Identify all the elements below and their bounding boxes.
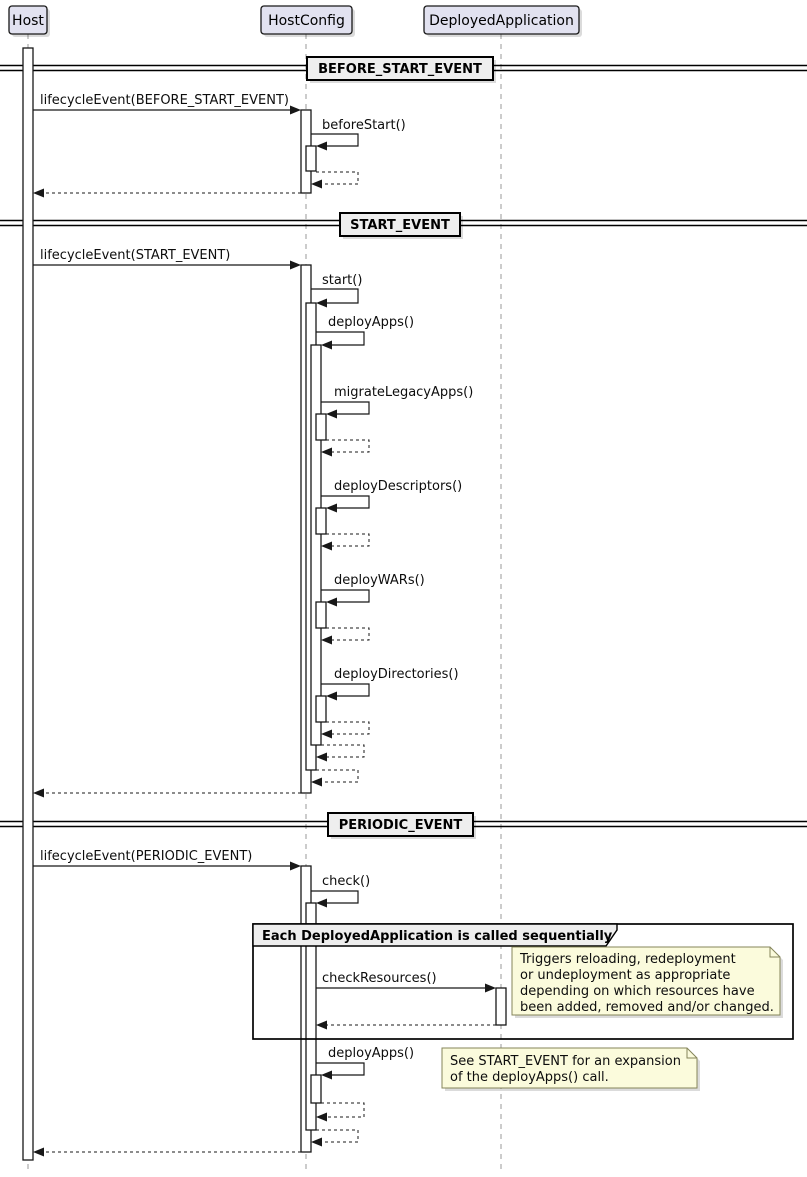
message-deploy-descriptors — [321, 479, 462, 513]
participant-label: HostConfig — [268, 13, 345, 29]
activation-bar — [316, 508, 326, 534]
divider-rules — [0, 66, 807, 827]
self-message-line — [316, 332, 364, 345]
note-line: been added, removed and/or changed. — [520, 1000, 774, 1015]
activation-bar — [316, 602, 326, 628]
message-arrowhead — [311, 1138, 322, 1147]
self-message-line — [321, 590, 369, 602]
return-start — [311, 770, 358, 787]
return-check-resources — [316, 1021, 496, 1030]
message-arrowhead — [290, 106, 301, 115]
message-arrowhead — [326, 504, 337, 513]
message-lifecycle-start — [33, 248, 301, 270]
self-message-line — [321, 684, 369, 696]
return-before-start — [311, 172, 358, 189]
activation-bar-host — [23, 48, 33, 1160]
message-arrowhead — [326, 598, 337, 607]
message-arrowhead — [321, 636, 332, 645]
message-arrowhead — [316, 1021, 327, 1030]
return-line — [326, 722, 369, 734]
return-deploy-apps-periodic — [316, 1103, 364, 1122]
divider-label: START_EVENT — [350, 218, 450, 233]
message-label: deployApps() — [328, 1046, 415, 1061]
message-check — [311, 874, 370, 908]
participant-label: DeployedApplication — [429, 13, 574, 29]
message-arrowhead — [326, 410, 337, 419]
note-line: Triggers reloading, redeployment — [520, 952, 736, 967]
divider-before-start-event — [307, 57, 496, 83]
return-deploy-directories — [321, 722, 369, 739]
message-lifecycle-periodic — [33, 849, 301, 871]
message-arrowhead — [33, 189, 44, 198]
message-label: checkResources() — [322, 971, 437, 986]
activation-bar — [316, 414, 326, 440]
activation-bar — [311, 1075, 321, 1103]
self-message-line — [316, 1063, 364, 1075]
divider-label: PERIODIC_EVENT — [338, 818, 463, 833]
self-message-line — [321, 496, 369, 508]
return-line — [326, 440, 369, 452]
message-arrowhead — [316, 142, 327, 151]
note-line: of the deployApps() call. — [450, 1070, 609, 1085]
message-lifecycle-before-start — [33, 93, 301, 115]
return-deploy-wars — [321, 628, 369, 645]
message-arrowhead — [311, 180, 322, 189]
self-message-line — [321, 402, 369, 414]
lifelines — [28, 34, 501, 1171]
message-label: start() — [322, 273, 363, 288]
participant-label: Host — [12, 13, 44, 29]
return-check — [311, 1130, 358, 1147]
message-deploy-wars — [321, 573, 425, 607]
activation-bar — [316, 696, 326, 722]
divider-start-event — [340, 213, 463, 239]
message-deploy-directories — [321, 667, 459, 701]
self-message-line — [311, 289, 358, 303]
message-label: deployDescriptors() — [334, 479, 463, 494]
return-lifecycle-periodic — [33, 1148, 301, 1157]
divider-periodic-event — [328, 813, 476, 839]
note-line: depending on which resources have — [520, 984, 755, 999]
return-lifecycle-before-start — [33, 189, 301, 198]
message-arrowhead — [321, 730, 332, 739]
note-see-start-event — [442, 1048, 700, 1091]
activation-bar — [311, 345, 321, 745]
message-arrowhead — [321, 1071, 332, 1080]
return-deploy-descriptors — [321, 534, 369, 551]
message-deploy-apps-periodic — [316, 1046, 414, 1080]
divider-label: BEFORE_START_EVENT — [318, 62, 482, 77]
return-line — [326, 534, 369, 546]
return-migrate-legacy-apps — [321, 440, 369, 457]
activation-bar — [306, 146, 316, 171]
self-message-line — [311, 134, 358, 146]
message-arrowhead — [321, 448, 332, 457]
message-arrowhead — [33, 1148, 44, 1157]
message-arrowhead — [316, 753, 327, 762]
message-start — [311, 273, 362, 308]
message-arrowhead — [311, 778, 322, 787]
message-arrowhead — [321, 542, 332, 551]
message-check-resources — [316, 971, 496, 993]
return-line — [326, 628, 369, 640]
return-line — [316, 172, 358, 184]
message-label: deployWARs() — [334, 573, 425, 588]
message-arrowhead — [290, 261, 301, 270]
message-arrowhead — [485, 984, 496, 993]
message-label: beforeStart() — [322, 118, 406, 133]
note-trigger — [512, 947, 783, 1018]
return-line — [316, 1130, 358, 1142]
return-line — [316, 770, 358, 782]
message-arrowhead — [316, 299, 327, 308]
message-before-start — [311, 118, 406, 151]
return-deploy-apps — [316, 745, 364, 762]
message-label: lifecycleEvent(PERIODIC_EVENT) — [40, 849, 253, 864]
participant-hostconfig — [261, 6, 355, 37]
message-label: lifecycleEvent(START_EVENT) — [40, 248, 231, 263]
participant-host — [9, 6, 50, 37]
message-label: check() — [322, 874, 371, 889]
message-label: lifecycleEvent(BEFORE_START_EVENT) — [40, 93, 289, 108]
return-line — [321, 1103, 364, 1117]
message-arrowhead — [290, 862, 301, 871]
message-label: deployDirectories() — [334, 667, 459, 682]
participant-deployedapplication — [424, 6, 582, 37]
message-label: migrateLegacyApps() — [334, 385, 474, 400]
note-line: or undeployment as appropriate — [520, 968, 731, 983]
message-deploy-apps — [316, 315, 414, 350]
message-migrate-legacy-apps — [321, 385, 473, 419]
group-frame-label: Each DeployedApplication is called sequentially — [262, 929, 613, 944]
message-arrowhead — [316, 899, 327, 908]
message-arrowhead — [33, 789, 44, 798]
return-lifecycle-start — [33, 789, 301, 798]
note-line: See START_EVENT for an expansion — [450, 1054, 681, 1069]
activation-bar-deployedapplication — [496, 988, 506, 1025]
message-label: deployApps() — [328, 315, 415, 330]
return-line — [321, 745, 364, 757]
message-arrowhead — [316, 1113, 327, 1122]
message-arrowhead — [321, 341, 332, 350]
self-message-line — [311, 891, 358, 903]
message-arrowhead — [326, 692, 337, 701]
